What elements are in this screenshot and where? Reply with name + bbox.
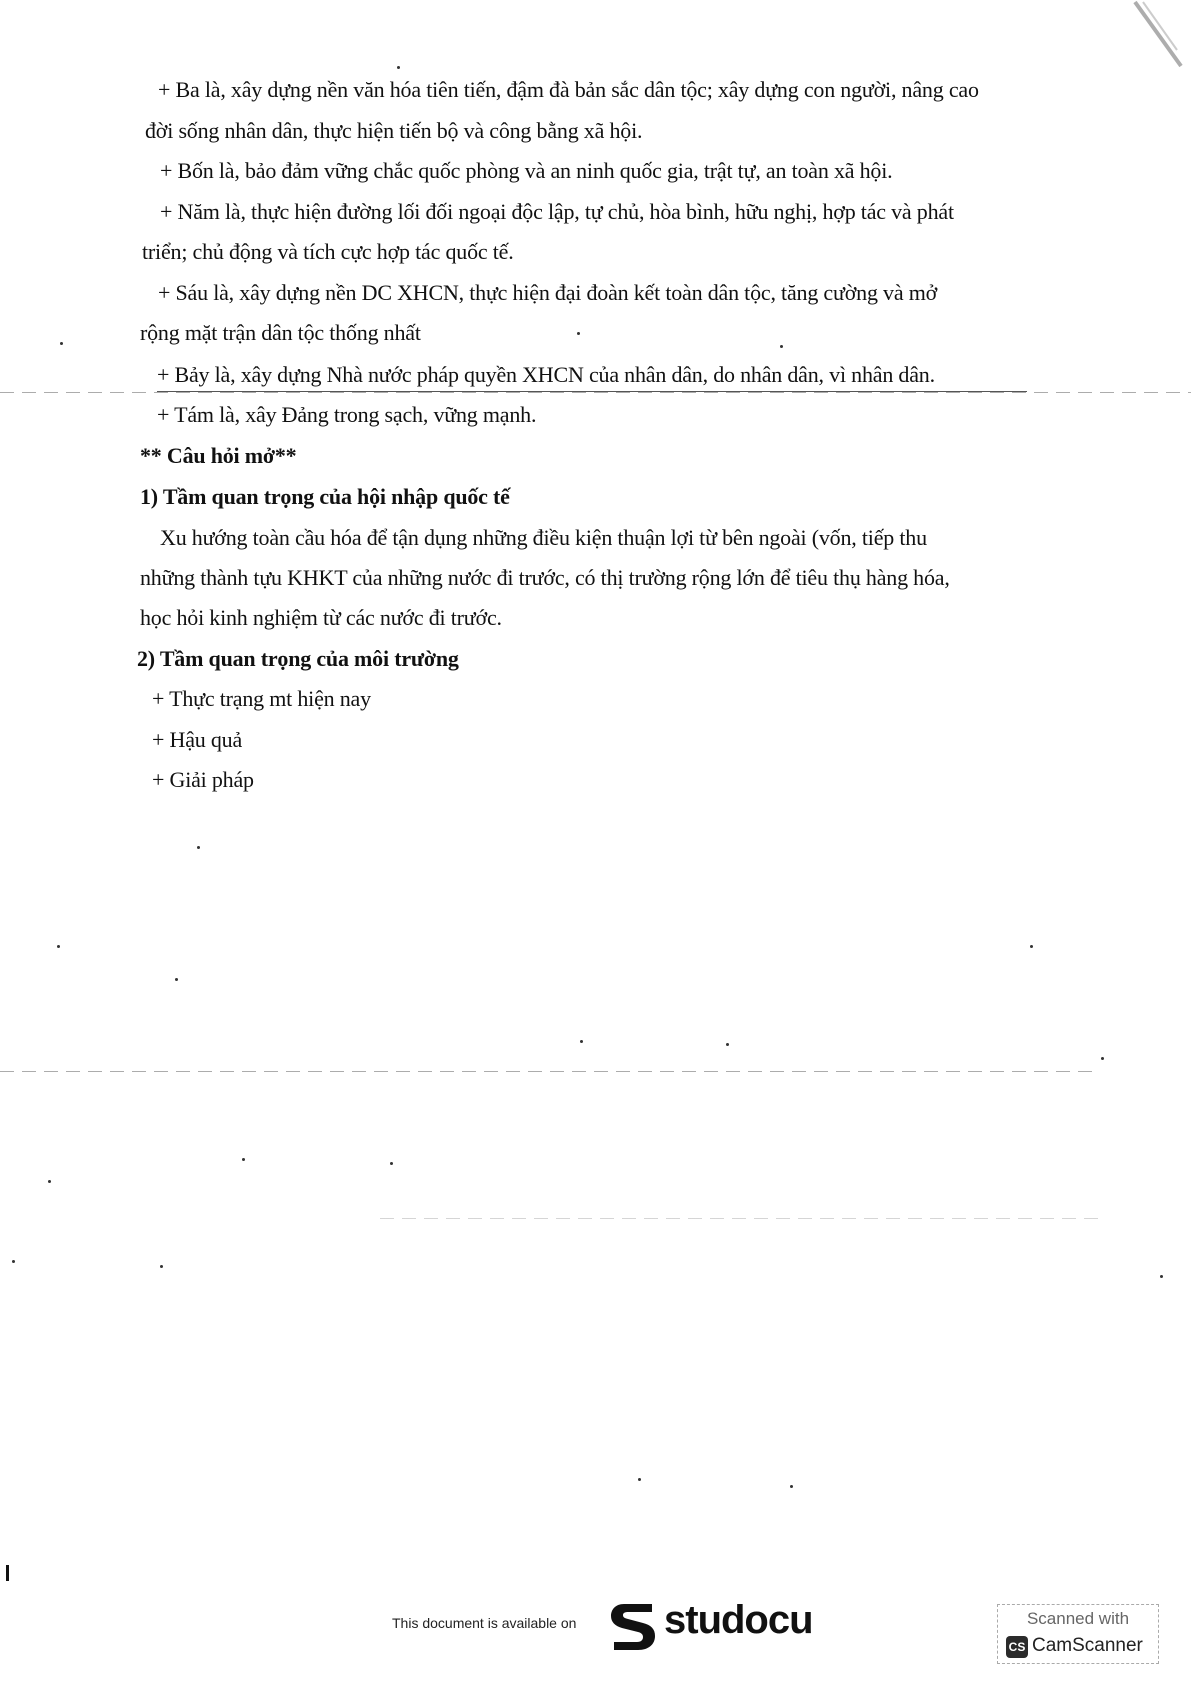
scan-speck [1160,1275,1163,1278]
item-6-line-1: + Sáu là, xây dựng nền DC XHCN, thực hiện đại đoàn kết toàn dân tộc, tăng cường và mở [158,280,938,305]
scan-speck [48,1180,51,1183]
scan-speck [12,1260,15,1263]
item-5-line-1: + Năm là, thực hiện đường lối đối ngoại độc lập, tự chủ, hòa bình, hữu nghị, hợp tác và phát [160,199,954,224]
item-4: + Bốn là, bảo đảm vững chắc quốc phòng và an ninh quốc gia, trật tự, an toàn xã hội. [160,158,893,183]
item-7: + Bảy là, xây dựng Nhà nước pháp quyền XHCN của nhân dân, do nhân dân, vì nhân dân. [157,362,935,387]
studocu-brand[interactable]: studocu [664,1598,813,1642]
scan-speck [1030,945,1033,948]
scan-speck [242,1158,245,1161]
scan-speck [390,1162,393,1165]
scan-speck [160,1265,163,1268]
camscanner-name: CamScanner [1032,1635,1143,1656]
scan-artifact-line [0,1071,1100,1072]
item-3-line-2: đời sống nhân dân, thực hiện tiến bộ và công bằng xã hội. [145,118,643,143]
scan-speck [790,1485,793,1488]
scan-speck [726,1043,729,1046]
item-3-line-1: + Ba là, xây dựng nền văn hóa tiên tiến, đậm đà bản sắc dân tộc; xây dựng con người, nâng cao [158,77,979,102]
item-6-line-2: rộng mặt trận dân tộc thống nhất [140,320,421,345]
scan-speck [175,978,178,981]
camscanner-logo-icon: CS [1006,1636,1028,1658]
scan-artifact-line [380,1218,1100,1219]
item-8: + Tám là, xây Đảng trong sạch, vững mạnh. [157,402,537,427]
scan-speck [397,66,400,69]
scan-speck [638,1478,641,1481]
item-5-line-2: triển; chủ động và tích cực hợp tác quốc tế. [142,239,514,264]
question-2-item-3: + Giải pháp [152,767,254,792]
scan-speck [57,945,60,948]
scan-speck [1101,1057,1104,1060]
scanned-with-text: Scanned with [1026,1609,1130,1628]
question-1-heading: 1) Tầm quan trọng của hội nhập quốc tế [140,484,510,509]
scan-corner-mark [1133,0,1183,70]
question-2-heading: 2) Tầm quan trọng của môi trường [137,646,459,671]
open-questions-heading: ** Câu hỏi mở** [140,443,297,468]
scan-speck [60,342,63,345]
scan-artifact-line [0,392,1191,393]
scan-edge-mark [6,1565,9,1581]
studocu-logo-icon[interactable] [608,1600,658,1652]
scan-speck [780,345,783,348]
camscanner-watermark [997,1604,1159,1664]
question-1-line-3: học hỏi kinh nghiệm từ các nước đi trước. [140,605,502,630]
question-2-item-1: + Thực trạng mt hiện nay [152,686,371,711]
scan-speck [580,1040,583,1043]
available-on-text: This document is available on [392,1615,577,1631]
question-2-item-2: + Hậu quả [152,727,243,752]
question-1-line-1: Xu hướng toàn cầu hóa để tận dụng những điều kiện thuận lợi từ bên ngoài (vốn, tiếp thu [160,525,927,550]
question-1-line-2: những thành tựu KHKT của những nước đi trước, có thị trường rộng lớn để tiêu thụ hàng hóa, [140,565,950,590]
scan-speck [197,846,200,849]
scan-speck [577,332,580,335]
